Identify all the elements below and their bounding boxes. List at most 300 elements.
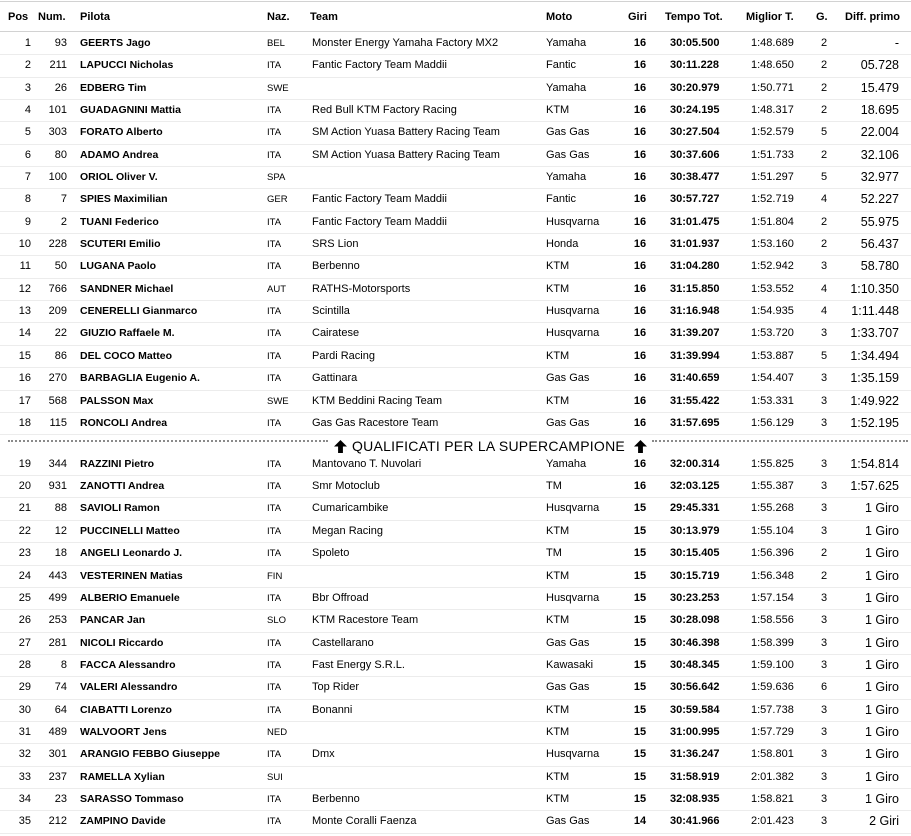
rider-name-cell: FORATO Alberto — [80, 126, 163, 139]
bike-make-cell: Yamaha — [546, 81, 587, 94]
position-cell: 20 — [18, 480, 31, 493]
best-lap-cell: 1:56.396 — [751, 547, 794, 560]
gap-to-leader-cell: 1 Giro — [864, 724, 899, 739]
best-lap-number-cell: 2 — [820, 37, 828, 49]
rider-name-cell: RAMELLA Xylian — [80, 770, 165, 783]
nationality-cell: ITA — [267, 417, 282, 429]
bike-make-cell: Gas Gas — [546, 372, 590, 385]
rider-name-cell: PALSSON Max — [80, 394, 154, 407]
result-row — [0, 789, 911, 811]
total-time-cell: 30:38.477 — [670, 171, 720, 184]
position-cell: 10 — [18, 238, 31, 251]
bib-number-cell: 86 — [54, 349, 67, 362]
position-cell: 7 — [24, 171, 31, 184]
gap-to-leader-cell: 1 Giro — [864, 702, 899, 717]
best-lap-cell: 1:51.733 — [751, 148, 794, 161]
bib-number-cell: 2 — [60, 215, 67, 228]
bike-make-cell: Gas Gas — [546, 636, 590, 649]
total-time-cell: 30:57.727 — [670, 193, 720, 206]
total-time-cell: 31:57.695 — [670, 416, 720, 429]
best-lap-cell: 1:56.129 — [751, 416, 794, 429]
rider-name-cell: RONCOLI Andrea — [80, 416, 168, 429]
best-lap-cell: 1:48.689 — [751, 37, 794, 49]
laps-cell: 16 — [633, 327, 647, 340]
qualified-results — [0, 33, 911, 435]
total-time-cell: 31:39.207 — [670, 327, 720, 340]
total-time-cell: 30:59.584 — [670, 703, 720, 716]
total-time-cell: 30:20.979 — [670, 81, 720, 94]
bike-make-cell: Yamaha — [546, 171, 587, 184]
gap-to-leader-cell: 1 Giro — [864, 680, 899, 695]
result-row — [0, 100, 911, 122]
laps-cell: 16 — [633, 282, 647, 295]
gap-to-leader-cell: 1:35.159 — [850, 371, 899, 386]
gap-to-leader-cell: 1:33.707 — [850, 326, 899, 341]
total-time-cell: 31:40.659 — [670, 372, 720, 385]
laps-cell: 16 — [633, 126, 647, 139]
position-cell: 23 — [18, 547, 31, 560]
gap-to-leader-cell: 58.780 — [860, 259, 899, 274]
total-time-cell: 31:04.280 — [670, 260, 720, 273]
bike-make-cell: KTM — [546, 394, 570, 407]
column-header-laps: Giri — [628, 11, 647, 23]
bib-number-cell: 212 — [48, 815, 67, 828]
team-cell: Top Rider — [312, 681, 360, 694]
best-lap-number-cell: 3 — [820, 815, 828, 828]
best-lap-cell: 1:58.821 — [751, 792, 794, 805]
best-lap-cell: 1:54.407 — [751, 372, 794, 385]
result-row — [0, 811, 911, 833]
laps-cell: 15 — [633, 658, 647, 671]
rider-name-cell: SAVIOLI Ramon — [80, 502, 160, 515]
bib-number-cell: 101 — [48, 104, 67, 117]
rider-name-cell: SARASSO Tommaso — [80, 792, 184, 805]
team-cell: Fantic Factory Team Maddii — [312, 215, 447, 228]
team-cell: SM Action Yuasa Battery Racing Team — [312, 126, 500, 139]
best-lap-cell: 1:50.771 — [751, 81, 794, 94]
bike-make-cell: KTM — [546, 260, 570, 273]
result-row — [0, 212, 911, 234]
team-cell: Monster Energy Yamaha Factory MX2 — [312, 37, 499, 49]
laps-cell: 16 — [633, 305, 647, 318]
result-row — [0, 767, 911, 789]
nationality-cell: NED — [267, 726, 288, 738]
total-time-cell: 30:24.195 — [670, 104, 720, 117]
best-lap-number-cell: 3 — [820, 770, 828, 783]
result-row — [0, 521, 911, 543]
best-lap-number-cell: 3 — [820, 591, 828, 604]
bib-number-cell: 18 — [54, 547, 67, 560]
dotted-divider-left — [8, 440, 328, 442]
non-qualified-results — [0, 454, 911, 834]
result-row — [0, 323, 911, 345]
best-lap-number-cell: 5 — [820, 349, 828, 362]
team-cell: Bonanni — [312, 703, 353, 716]
best-lap-cell: 1:55.825 — [751, 457, 794, 470]
bike-make-cell: Gas Gas — [546, 148, 590, 161]
gap-to-leader-cell: 1 Giro — [864, 546, 899, 561]
best-lap-number-cell: 2 — [820, 238, 828, 251]
laps-cell: 16 — [633, 480, 647, 493]
bib-number-cell: 12 — [54, 524, 67, 537]
nationality-cell: ITA — [267, 60, 282, 72]
position-cell: 18 — [18, 416, 31, 429]
team-cell: Cairatese — [312, 327, 360, 340]
nationality-cell: GER — [267, 194, 288, 206]
column-header-num: Num. — [38, 11, 66, 23]
laps-cell: 15 — [633, 502, 647, 515]
total-time-cell: 30:15.405 — [670, 547, 720, 560]
position-cell: 25 — [18, 591, 31, 604]
bib-number-cell: 22 — [54, 327, 67, 340]
best-lap-number-cell: 2 — [820, 148, 828, 161]
laps-cell: 16 — [633, 416, 647, 429]
gap-to-leader-cell: 55.975 — [860, 214, 899, 229]
team-cell: Berbenno — [312, 260, 360, 273]
nationality-cell: ITA — [267, 306, 282, 318]
bib-number-cell: 344 — [48, 457, 67, 470]
nationality-cell: ITA — [267, 373, 282, 385]
bike-make-cell: Fantic — [546, 59, 576, 72]
position-cell: 3 — [24, 81, 31, 94]
position-cell: 15 — [18, 349, 31, 362]
team-cell: SM Action Yuasa Battery Racing Team — [312, 148, 500, 161]
laps-cell: 16 — [633, 238, 647, 251]
best-lap-number-cell: 3 — [820, 614, 828, 627]
result-row — [0, 413, 911, 435]
bike-make-cell: KTM — [546, 614, 570, 627]
best-lap-cell: 1:52.942 — [751, 260, 794, 273]
result-row — [0, 610, 911, 632]
rider-name-cell: ADAMO Andrea — [80, 148, 159, 161]
bike-make-cell: Honda — [546, 238, 579, 251]
laps-cell: 15 — [633, 569, 647, 582]
best-lap-number-cell: 3 — [820, 502, 828, 515]
team-cell: Gas Gas Racestore Team — [312, 416, 439, 429]
team-cell: Spoleto — [312, 547, 350, 560]
best-lap-number-cell: 2 — [820, 547, 828, 560]
column-header-pos: Pos — [8, 11, 29, 23]
total-time-cell: 30:15.719 — [670, 569, 720, 582]
gap-to-leader-cell: 2 Giri — [869, 814, 899, 829]
bike-make-cell: Husqvarna — [546, 327, 600, 340]
laps-cell: 16 — [633, 215, 647, 228]
best-lap-number-cell: 3 — [820, 636, 828, 649]
bike-make-cell: TM — [546, 480, 562, 493]
best-lap-number-cell: 4 — [820, 282, 828, 295]
team-cell: Megan Racing — [312, 524, 383, 537]
gap-to-leader-cell: 15.479 — [860, 80, 899, 95]
gap-to-leader-cell: 1 Giro — [864, 501, 899, 516]
bike-make-cell: Husqvarna — [546, 591, 600, 604]
gap-to-leader-cell: 1:52.195 — [850, 415, 899, 430]
gap-to-leader-cell: 1 Giro — [864, 568, 899, 583]
best-lap-number-cell: 3 — [820, 703, 828, 716]
team-cell: Pardi Racing — [312, 349, 375, 362]
laps-cell: 15 — [633, 792, 647, 805]
total-time-cell: 30:13.979 — [670, 524, 720, 537]
result-row — [0, 167, 911, 189]
result-row — [0, 368, 911, 390]
gap-to-leader-cell: 1 Giro — [864, 613, 899, 628]
best-lap-number-cell: 3 — [820, 792, 828, 805]
gap-to-leader-cell: 1:57.625 — [850, 479, 899, 494]
nationality-cell: ITA — [267, 704, 282, 716]
total-time-cell: 31:16.948 — [670, 305, 720, 318]
result-row — [0, 744, 911, 766]
position-cell: 32 — [18, 748, 31, 761]
bib-number-cell: 93 — [54, 37, 67, 49]
bib-number-cell: 88 — [54, 502, 67, 515]
best-lap-number-cell: 5 — [820, 171, 828, 184]
rider-name-cell: EDBERG Tim — [80, 81, 147, 94]
best-lap-number-cell: 2 — [820, 81, 828, 94]
gap-to-leader-cell: 1:11.448 — [851, 304, 899, 319]
best-lap-cell: 1:58.556 — [751, 614, 794, 627]
best-lap-number-cell: 3 — [820, 748, 828, 761]
team-cell: Monte Coralli Faenza — [312, 815, 417, 828]
best-lap-cell: 1:55.387 — [751, 480, 794, 493]
laps-cell: 15 — [633, 703, 647, 716]
gap-to-leader-cell: 1 Giro — [864, 769, 899, 784]
best-lap-cell: 1:57.154 — [751, 591, 794, 604]
best-lap-cell: 1:54.935 — [751, 305, 794, 318]
result-row — [0, 700, 911, 722]
qualification-separator — [0, 435, 911, 454]
rider-name-cell: RAZZINI Pietro — [80, 457, 155, 470]
bike-make-cell: KTM — [546, 770, 570, 783]
gap-to-leader-cell: 22.004 — [860, 125, 899, 140]
gap-to-leader-cell: 1:10.350 — [850, 281, 899, 296]
best-lap-number-cell: 3 — [820, 260, 828, 273]
nationality-cell: ITA — [267, 793, 282, 805]
rider-name-cell: GIUZIO Raffaele M. — [80, 327, 175, 340]
best-lap-cell: 1:59.100 — [751, 658, 794, 671]
bib-number-cell: 8 — [60, 658, 67, 671]
gap-to-leader-cell: 56.437 — [860, 237, 899, 252]
position-cell: 5 — [24, 126, 31, 139]
rider-name-cell: TUANI Federico — [80, 215, 159, 228]
result-row — [0, 588, 911, 610]
bike-make-cell: Husqvarna — [546, 748, 600, 761]
rider-name-cell: LUGANA Paolo — [80, 260, 157, 273]
best-lap-cell: 1:52.579 — [751, 126, 794, 139]
nationality-cell: ITA — [267, 637, 282, 649]
laps-cell: 15 — [633, 636, 647, 649]
team-cell: Fantic Factory Team Maddii — [312, 59, 447, 72]
bib-number-cell: 301 — [48, 748, 67, 761]
bike-make-cell: Kawasaki — [546, 658, 594, 671]
bib-number-cell: 766 — [48, 282, 67, 295]
nationality-cell: SUI — [267, 771, 283, 783]
gap-to-leader-cell: 1:34.494 — [850, 348, 899, 363]
nationality-cell: ITA — [267, 105, 282, 117]
position-cell: 26 — [18, 614, 31, 627]
position-cell: 13 — [18, 305, 31, 318]
best-lap-cell: 1:53.160 — [751, 238, 794, 251]
best-lap-cell: 1:57.729 — [751, 725, 794, 738]
bike-make-cell: KTM — [546, 349, 570, 362]
result-row — [0, 33, 911, 55]
total-time-cell: 32:08.935 — [670, 792, 720, 805]
total-time-cell: 30:37.606 — [670, 148, 720, 161]
position-cell: 35 — [18, 815, 31, 828]
position-cell: 24 — [18, 569, 31, 582]
team-cell: Dmx — [312, 748, 335, 761]
position-cell: 11 — [19, 260, 31, 273]
position-cell: 30 — [18, 703, 31, 716]
result-row — [0, 476, 911, 498]
result-row — [0, 566, 911, 588]
result-row — [0, 301, 911, 323]
best-lap-cell: 1:58.801 — [751, 748, 794, 761]
best-lap-cell: 1:51.297 — [751, 171, 794, 184]
bib-number-cell: 64 — [54, 703, 67, 716]
position-cell: 33 — [18, 770, 31, 783]
nationality-cell: FIN — [267, 570, 283, 582]
rider-name-cell: SANDNER Michael — [80, 282, 174, 295]
total-time-cell: 31:01.475 — [670, 215, 720, 228]
rider-name-cell: VALERI Alessandro — [80, 681, 178, 694]
column-header-best: Miglior T. — [746, 11, 794, 23]
bib-number-cell: 281 — [48, 636, 67, 649]
position-cell: 27 — [18, 636, 31, 649]
nationality-cell: SPA — [267, 172, 286, 184]
result-row — [0, 655, 911, 677]
rider-name-cell: PUCCINELLI Matteo — [80, 524, 180, 537]
bib-number-cell: 270 — [48, 372, 67, 385]
laps-cell: 16 — [633, 59, 647, 72]
team-cell: Scintilla — [312, 305, 350, 318]
gap-to-leader-cell: 32.977 — [860, 170, 899, 185]
laps-cell: 16 — [633, 171, 647, 184]
bib-number-cell: 443 — [48, 569, 67, 582]
best-lap-cell: 1:55.104 — [751, 524, 794, 537]
gap-to-leader-cell: 1 Giro — [864, 590, 899, 605]
total-time-cell: 30:11.228 — [670, 59, 719, 72]
position-cell: 6 — [24, 148, 31, 161]
arrow-up-icon — [334, 440, 347, 453]
position-cell: 4 — [24, 104, 31, 117]
position-cell: 31 — [18, 725, 31, 738]
column-header-total: Tempo Tot. — [665, 11, 723, 23]
best-lap-number-cell: 2 — [820, 215, 828, 228]
bib-number-cell: 568 — [48, 394, 67, 407]
total-time-cell: 29:45.331 — [670, 502, 720, 515]
rider-name-cell: FACCA Alessandro — [80, 658, 176, 671]
nationality-cell: SLO — [267, 615, 287, 627]
rider-name-cell: CENERELLI Gianmarco — [80, 305, 198, 318]
team-cell: Berbenno — [312, 792, 360, 805]
position-cell: 12 — [18, 282, 31, 295]
bike-make-cell: Fantic — [546, 193, 576, 206]
total-time-cell: 31:55.422 — [670, 394, 720, 407]
best-lap-cell: 1:51.804 — [751, 215, 794, 228]
column-header-bike: Moto — [546, 11, 573, 23]
rider-name-cell: CIABATTI Lorenzo — [80, 703, 172, 716]
best-lap-cell: 1:59.636 — [751, 681, 794, 694]
bib-number-cell: 499 — [48, 591, 67, 604]
result-row — [0, 145, 911, 167]
nationality-cell: ITA — [267, 481, 282, 493]
team-cell: Fast Energy S.R.L. — [312, 658, 405, 671]
bib-number-cell: 26 — [54, 81, 67, 94]
laps-cell: 16 — [633, 349, 647, 362]
gap-to-leader-cell: 52.227 — [860, 192, 899, 207]
best-lap-number-cell: 3 — [820, 480, 828, 493]
total-time-cell: 31:01.937 — [670, 238, 720, 251]
gap-to-leader-cell: 1 Giro — [864, 747, 899, 762]
bib-number-cell: 303 — [48, 126, 67, 139]
result-row — [0, 189, 911, 211]
laps-cell: 16 — [633, 193, 647, 206]
laps-cell: 15 — [633, 591, 647, 604]
bike-make-cell: Husqvarna — [546, 305, 600, 318]
laps-cell: 16 — [633, 260, 647, 273]
result-row — [0, 543, 911, 565]
team-cell: Gattinara — [312, 372, 358, 385]
nationality-cell: ITA — [267, 127, 282, 139]
position-cell: 34 — [18, 792, 31, 805]
best-lap-cell: 1:48.650 — [751, 59, 794, 72]
laps-cell: 15 — [633, 748, 647, 761]
bike-make-cell: Husqvarna — [546, 502, 600, 515]
laps-cell: 15 — [633, 681, 647, 694]
team-cell: RATHS-Motorsports — [312, 282, 411, 295]
best-lap-number-cell: 3 — [820, 394, 828, 407]
best-lap-number-cell: 2 — [820, 569, 828, 582]
total-time-cell: 31:39.994 — [670, 349, 720, 362]
rider-name-cell: LAPUCCI Nicholas — [80, 59, 174, 72]
rider-name-cell: ZAMPINO Davide — [80, 815, 166, 828]
laps-cell: 15 — [633, 770, 647, 783]
nationality-cell: BEL — [267, 38, 285, 49]
column-header-team: Team — [310, 11, 338, 23]
bib-number-cell: 228 — [48, 238, 67, 251]
position-cell: 21 — [18, 502, 31, 515]
position-cell: 14 — [18, 327, 31, 340]
result-row — [0, 391, 911, 413]
column-header-nat: Naz. — [267, 11, 290, 23]
laps-cell: 15 — [633, 524, 647, 537]
nationality-cell: ITA — [267, 458, 282, 470]
rider-name-cell: VESTERINEN Matias — [80, 569, 183, 582]
team-cell: KTM Racestore Team — [312, 614, 419, 627]
nationality-cell: ITA — [267, 548, 282, 560]
nationality-cell: ITA — [267, 525, 282, 537]
best-lap-cell: 2:01.382 — [751, 770, 794, 783]
rider-name-cell: PANCAR Jan — [80, 614, 146, 627]
laps-cell: 16 — [633, 81, 647, 94]
bike-make-cell: KTM — [546, 524, 570, 537]
best-lap-cell: 1:53.720 — [751, 327, 794, 340]
total-time-cell: 30:56.642 — [670, 681, 720, 694]
rider-name-cell: BARBAGLIA Eugenio A. — [80, 372, 200, 385]
arrow-up-icon — [634, 440, 647, 453]
best-lap-cell: 1:53.331 — [751, 394, 794, 407]
result-row — [0, 279, 911, 301]
best-lap-number-cell: 3 — [820, 416, 828, 429]
position-cell: 28 — [18, 658, 31, 671]
bib-number-cell: 931 — [48, 480, 67, 493]
bike-make-cell: TM — [546, 547, 562, 560]
rider-name-cell: ALBERIO Emanuele — [80, 591, 180, 604]
best-lap-number-cell: 3 — [820, 524, 828, 537]
result-row — [0, 498, 911, 520]
position-cell: 2 — [24, 59, 31, 72]
laps-cell: 16 — [633, 37, 647, 49]
bike-make-cell: Gas Gas — [546, 815, 590, 828]
